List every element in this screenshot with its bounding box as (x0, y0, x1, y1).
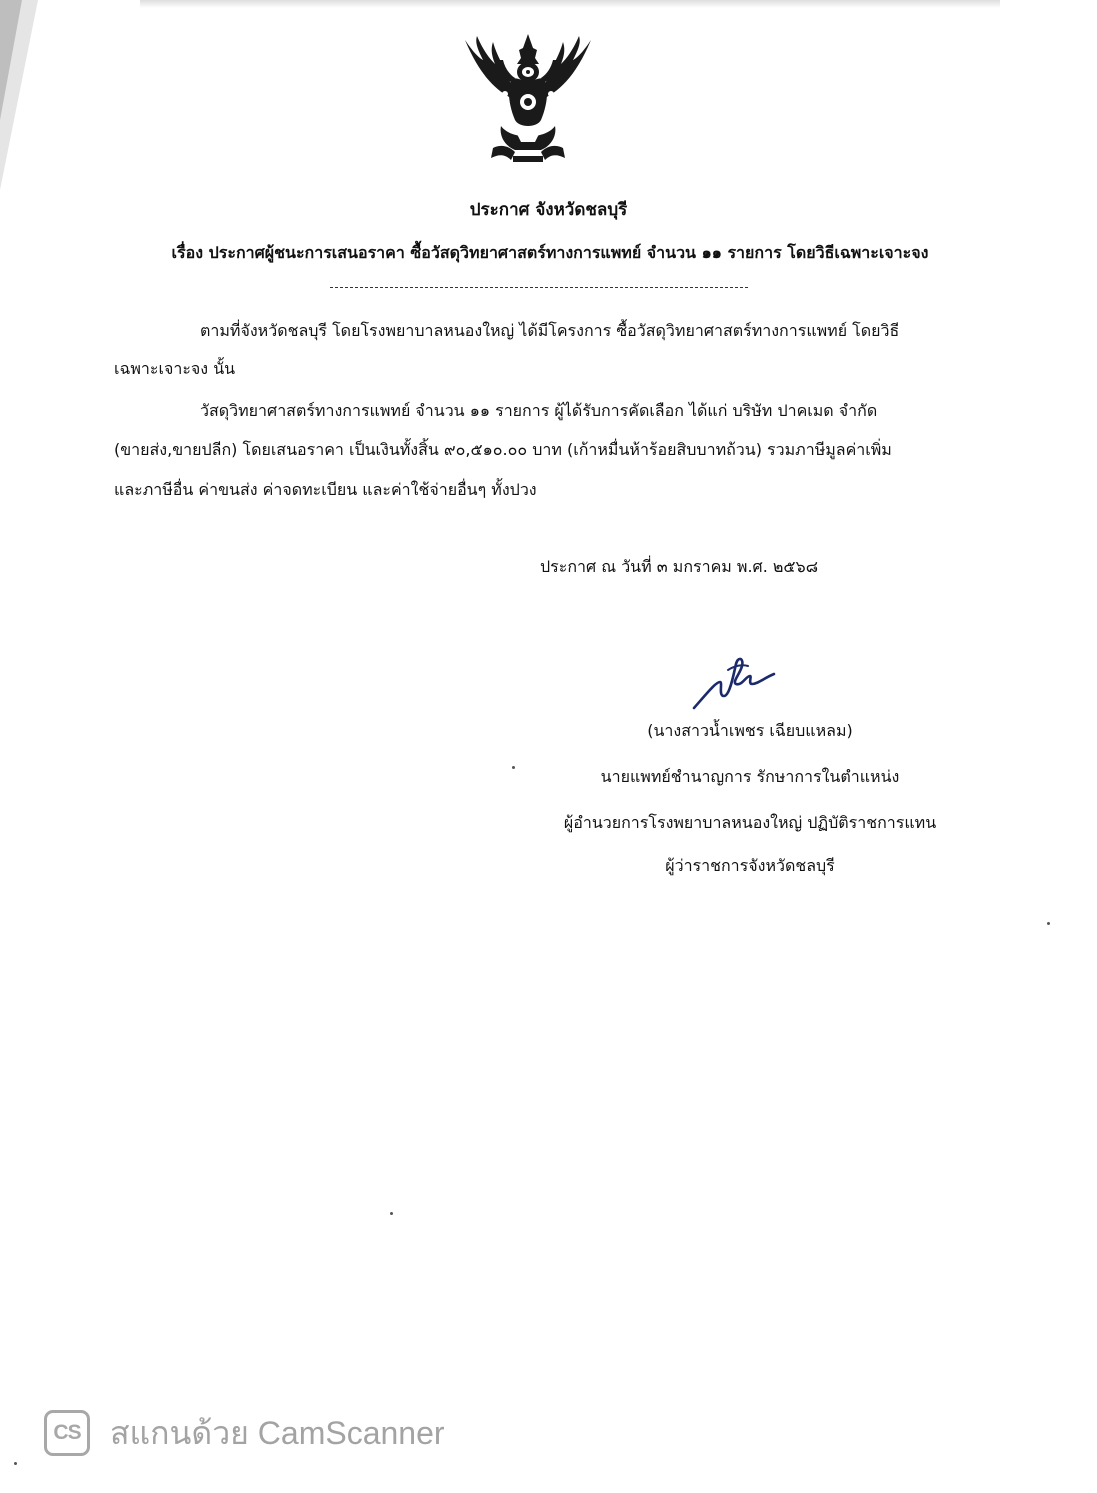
paragraph-2-line-3: และภาษีอื่น ค่าขนส่ง ค่าจดทะเบียน และค่าใช้จ่ายอื่นๆ ทั้งปวง (114, 480, 537, 499)
signatory-position-3: ผู้ว่าราชการจังหวัดชลบุรี (665, 856, 835, 875)
announcement-title: ประกาศ จังหวัดชลบุรี (469, 200, 628, 220)
paragraph-1-line-2: เฉพาะเจาะจง นั้น (114, 359, 236, 378)
paragraph-2-line-2: (ขายส่ง,ขายปลีก) โดยเสนอราคา เป็นเงินทั้งสิ้น ๙๐,๕๑๐.๐๐ บาท (เก้าหมื่นห้าร้อยสิบบาทถ้วน) รวมภาษีมูลค่าเพิ่ม (114, 440, 892, 459)
garuda-emblem-icon (453, 30, 603, 170)
camscanner-logo-icon: CS (44, 1410, 90, 1456)
announcement-subject: เรื่อง ประกาศผู้ชนะการเสนอราคา ซื้อวัสดุวิทยาศาสตร์ทางการแพทย์ จำนวน ๑๑ รายการ โดยวิธีเฉพาะเจาะจง (171, 243, 929, 262)
handwritten-signature (690, 652, 790, 712)
signatory-position-2: ผู้อำนวยการโรงพยาบาลหนองใหญ่ ปฏิบัติราชการแทน (563, 813, 937, 832)
scan-speck (14, 1462, 17, 1465)
camscanner-watermark-text: สแกนด้วย CamScanner (110, 1414, 445, 1451)
scan-top-smudge (140, 0, 1000, 8)
camscanner-watermark (44, 1408, 445, 1458)
paragraph-2-line-1: วัสดุวิทยาศาสตร์ทางการแพทย์ จำนวน ๑๑ รายการ ผู้ได้รับการคัดเลือก ได้แก่ บริษัท ปาคเมด จำกัด (200, 401, 878, 420)
scan-speck (390, 1212, 393, 1215)
scan-speck (512, 766, 515, 769)
signatory-name: (นางสาวน้ำเพชร เฉียบแหลม) (647, 721, 853, 740)
paragraph-1-line-1: ตามที่จังหวัดชลบุรี โดยโรงพยาบาลหนองใหญ่ ได้มีโครงการ ซื้อวัสดุวิทยาศาสตร์ทางการแพทย์ โดยวิธี (200, 321, 900, 340)
scan-shadow-edge (0, 0, 70, 190)
signatory-position-1: นายแพทย์ชำนาญการ รักษาการในตำแหน่ง (600, 767, 900, 786)
dashed-divider (330, 287, 748, 288)
announcement-date: ประกาศ ณ วันที่ ๓ มกราคม พ.ศ. ๒๕๖๘ (540, 557, 819, 576)
scan-speck (1047, 922, 1050, 925)
